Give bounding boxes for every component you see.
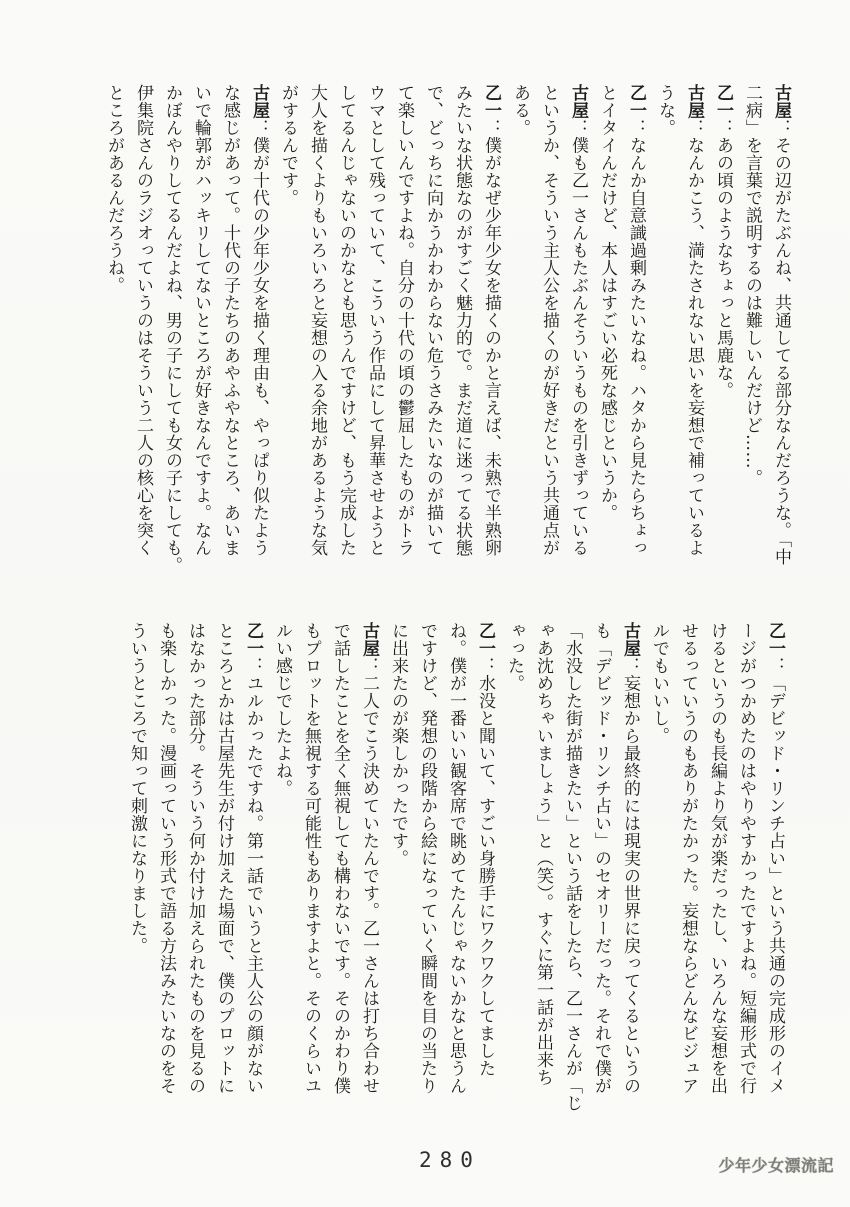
dialogue-text: ある。 bbox=[510, 84, 530, 137]
speaker-name: 古屋 bbox=[359, 622, 379, 657]
text-column bbox=[296, 622, 325, 1134]
interview-text-block-upper bbox=[99, 84, 795, 596]
dialogue-text: ：水没と聞いて、すごい身勝手にワクワクしてました bbox=[475, 657, 495, 1077]
speaker-name: 乙一 bbox=[243, 622, 263, 657]
text-column bbox=[180, 622, 209, 1134]
text-column bbox=[534, 84, 563, 596]
text-column bbox=[731, 622, 760, 1134]
dialogue-text: ルい感じでしたよね。 bbox=[272, 622, 292, 797]
dialogue-text: ：あの頃のようなちょっと馬鹿な。 bbox=[713, 119, 733, 399]
dialogue-text: ：僕が十代の少年少女を描く理由も、やっぱり似たよう bbox=[249, 119, 269, 557]
text-column bbox=[557, 622, 586, 1134]
dialogue-text: ね。僕が一番いい観客席で眺めてたんじゃないかなと思うん bbox=[446, 622, 466, 1095]
dialogue-text: うな。 bbox=[655, 84, 675, 137]
dialogue-text: かぼんやりしてるんだよね、男の子にしても女の子にしても。 bbox=[162, 84, 182, 574]
speaker-name: 古屋 bbox=[249, 84, 269, 119]
text-column bbox=[505, 84, 534, 596]
text-column bbox=[325, 622, 354, 1134]
text-column bbox=[615, 622, 644, 1134]
dialogue-text: ウマとして残っていて、こういう作品にして昇華させようと bbox=[365, 84, 385, 557]
text-column bbox=[760, 622, 789, 1134]
text-column bbox=[267, 622, 296, 1134]
text-column bbox=[209, 622, 238, 1134]
dialogue-text: ：なんかこう、満たされない思いを妄想で補っているよ bbox=[684, 119, 704, 557]
dialogue-text: 「水没した街が描きたい」という話をしたら、乙一さんが「じ bbox=[562, 622, 582, 1112]
text-column bbox=[389, 84, 418, 596]
speaker-name: 乙一 bbox=[713, 84, 733, 119]
dialogue-text: ところとかは古屋先生が付け加えた場面で、僕のプロットに bbox=[214, 622, 234, 1095]
dialogue-text: ゃった。 bbox=[504, 622, 524, 692]
speaker-name: 乙一 bbox=[626, 84, 646, 119]
text-column bbox=[412, 622, 441, 1134]
text-column bbox=[499, 622, 528, 1134]
dialogue-text: というか、そういう主人公を描くのが好きだという共通点が bbox=[539, 84, 559, 557]
text-column bbox=[99, 84, 128, 596]
text-column bbox=[441, 622, 470, 1134]
text-column bbox=[215, 84, 244, 596]
dialogue-text: ですけど、発想の段階から絵になっていく瞬間を目の当たり bbox=[417, 622, 437, 1095]
dialogue-text: ：その辺がたぶんね、共通してる部分なんだろうな。「中 bbox=[771, 119, 791, 566]
speaker-name: 乙一 bbox=[765, 622, 785, 657]
dialogue-text: ：二人でこう決めていたんです。乙一さんは打ち合わせ bbox=[359, 657, 379, 1095]
interview-text-block-lower bbox=[122, 622, 789, 1134]
dialogue-text: がするんです。 bbox=[278, 84, 298, 207]
dialogue-text: ところがあるんだろうね。 bbox=[104, 84, 124, 294]
dialogue-text: けるというのも長編より気が楽だったし、いろんな妄想を出 bbox=[707, 622, 727, 1095]
speaker-name: 乙一 bbox=[481, 84, 501, 119]
text-column bbox=[418, 84, 447, 596]
text-column bbox=[244, 84, 273, 596]
text-column bbox=[702, 622, 731, 1134]
text-column bbox=[650, 84, 679, 596]
text-column bbox=[354, 622, 383, 1134]
dialogue-text: ：妄想から最終的には現実の世界に戻ってくるというの bbox=[620, 657, 640, 1095]
dialogue-text: も楽しかった。漫画っていう形式で語る方法みたいなのをそ bbox=[156, 622, 176, 1095]
text-column bbox=[476, 84, 505, 596]
dialogue-text: て楽しいんですよね。自分の十代の頃の鬱屈したものがトラ bbox=[394, 84, 414, 557]
text-column bbox=[644, 622, 673, 1134]
speaker-name: 古屋 bbox=[568, 84, 588, 119]
text-column bbox=[528, 622, 557, 1134]
text-column bbox=[238, 622, 267, 1134]
text-column bbox=[766, 84, 795, 596]
dialogue-text: ージがつかめたのはやりやすかったですよね。短編形式で行 bbox=[736, 622, 756, 1095]
text-column bbox=[151, 622, 180, 1134]
dialogue-text: もプロットを無視する可能性もありますよと。そのくらいユ bbox=[301, 622, 321, 1095]
dialogue-text: せるっていうのもありがたかった。妄想ならどんなビジュア bbox=[678, 622, 698, 1095]
text-column bbox=[157, 84, 186, 596]
dialogue-text: ルでもいいし。 bbox=[649, 622, 669, 745]
text-column bbox=[447, 84, 476, 596]
dialogue-text: で話したことを全く無視しても構わないです。そのかわり僕 bbox=[330, 622, 350, 1095]
text-column bbox=[592, 84, 621, 596]
speaker-name: 古屋 bbox=[620, 622, 640, 657]
dialogue-text: いで輪郭がハッキリしてないところが好きなんですよ。なん bbox=[191, 84, 211, 557]
text-column bbox=[586, 622, 615, 1134]
text-column bbox=[383, 622, 412, 1134]
dialogue-text: とイタイんだけど、本人はすごい必死な感じというか。 bbox=[597, 84, 617, 522]
dialogue-text: みたいな状態なのがすごく魅力的で。まだ道に迷ってる状態 bbox=[452, 84, 472, 557]
text-column bbox=[470, 622, 499, 1134]
text-column bbox=[360, 84, 389, 596]
dialogue-text: ：ユルかったですね。第一話でいうと主人公の顔がない bbox=[243, 657, 263, 1095]
speaker-name: 乙一 bbox=[475, 622, 495, 657]
text-column bbox=[122, 622, 151, 1134]
text-column bbox=[673, 622, 702, 1134]
text-column bbox=[331, 84, 360, 596]
dialogue-text: 二病」を言葉で説明するのは難しいんだけど……。 bbox=[742, 84, 762, 487]
text-column bbox=[708, 84, 737, 596]
dialogue-text: で、どっちに向かうかわからない危うさみたいなのが描いて bbox=[423, 84, 443, 557]
text-column bbox=[273, 84, 302, 596]
dialogue-text: ：なんか自意識過剰みたいなね。ハタから見たらちょっ bbox=[626, 119, 646, 557]
dialogue-text: ゃあ沈めちゃいましょう」と（笑）。すぐに第一話が出来ち bbox=[533, 622, 553, 1086]
speaker-name: 古屋 bbox=[771, 84, 791, 119]
text-column bbox=[563, 84, 592, 596]
dialogue-text: 大人を描くよりもいろいろと妄想の入る余地があるような気 bbox=[307, 84, 327, 557]
dialogue-text: に出来たのが楽しかったです。 bbox=[388, 622, 408, 867]
dialogue-text: ：僕も乙一さんもたぶんそういうものを引きずっている bbox=[568, 119, 588, 557]
running-title: 少年少女漂流記 bbox=[718, 1156, 834, 1175]
text-column bbox=[737, 84, 766, 596]
dialogue-text: ういうところで知って刺激になりました。 bbox=[127, 622, 147, 955]
dialogue-text: はなかった部分。そういう何か付け加えられたものを見るの bbox=[185, 622, 205, 1095]
dialogue-text: な感じがあって。十代の子たちのあやふやなところ、あいま bbox=[220, 84, 240, 557]
text-column bbox=[186, 84, 215, 596]
dialogue-text: 伊集院さんのラジオっていうのはそういう二人の核心を突く bbox=[133, 84, 153, 557]
text-column bbox=[128, 84, 157, 596]
dialogue-text: してるんじゃないのかなとも思うんですけど、もう完成した bbox=[336, 84, 356, 557]
speaker-name: 古屋 bbox=[684, 84, 704, 119]
text-column bbox=[302, 84, 331, 596]
dialogue-text: も「デビッド・リンチ占い」のセオリーだった。それで僕が bbox=[591, 622, 611, 1095]
dialogue-text: ：「デビッド・リンチ占い」という共通の完成形のイメ bbox=[765, 657, 785, 1095]
text-column bbox=[679, 84, 708, 596]
text-column bbox=[621, 84, 650, 596]
page-number: 280 bbox=[419, 1148, 481, 1172]
dialogue-text: ：僕がなぜ少年少女を描くのかと言えば、未熟で半熟卵 bbox=[481, 119, 501, 557]
